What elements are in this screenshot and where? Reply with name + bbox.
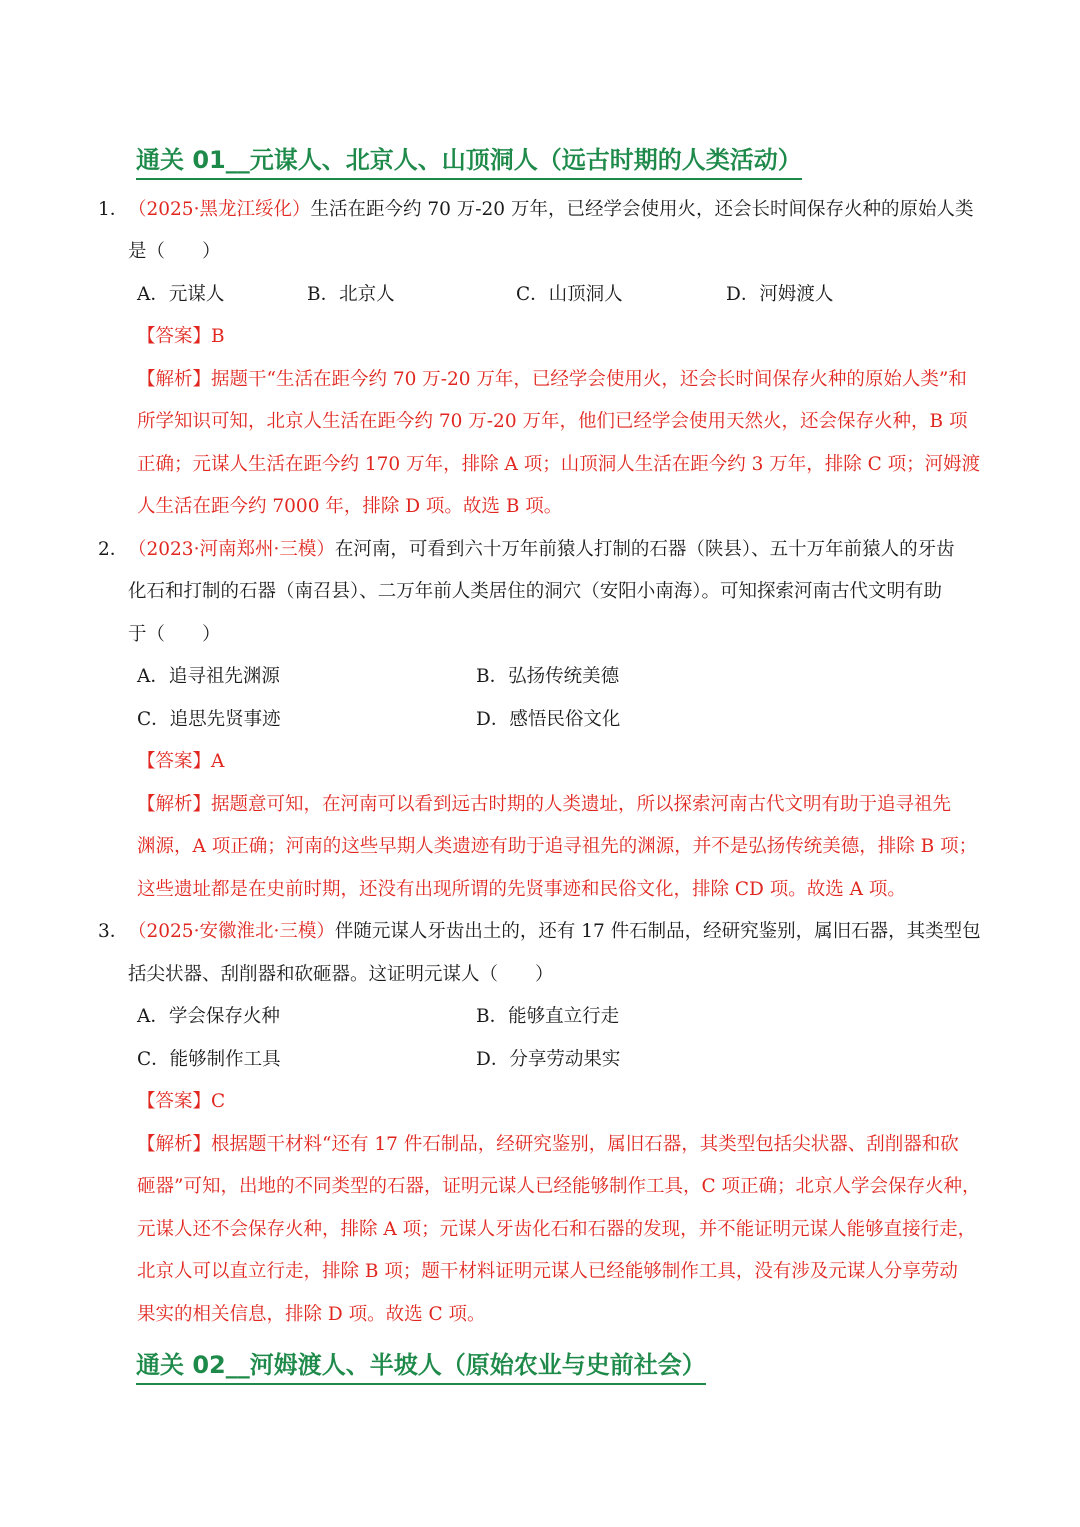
section-2-heading: 通关 02__河姆渡人、半坡人（原始农业与史前社会） xyxy=(136,1348,706,1385)
q2-analysis-line: 【解析】据题意可知，在河南可以看到远古时期的人类遗址，所以探索河南古代文明有助于追寻祖先 xyxy=(137,794,952,815)
q1-source: （2025·黑龙江绥化） xyxy=(128,199,311,220)
section-1-heading: 通关 01__元谋人、北京人、山顶洞人（远古时期的人类活动） xyxy=(136,143,802,180)
q2-number: 2． xyxy=(98,539,129,560)
q3-analysis-line: 元谋人还不会保存火种，排除 A 项；元谋人牙齿化石和石器的发现，并不能证明元谋人能够直接行走， xyxy=(137,1219,977,1240)
q3-answer: 【答案】C xyxy=(137,1091,226,1112)
q1-analysis-line: 正确；元谋人生活在距今约 170 万年，排除 A 项；山顶洞人生活在距今约 3 万年，排除 C 项；河姆渡 xyxy=(137,454,981,475)
q2-source: （2023·河南郑州·三模） xyxy=(128,539,335,560)
q2-stem-text: 在河南，可看到六十万年前猿人打制的石器（陕县）、五十万年前猿人的牙齿 xyxy=(334,539,955,560)
q3-stem-line-1 xyxy=(128,918,981,946)
q3-analysis-line: 北京人可以直立行走，排除 B 项；题干材料证明元谋人已经能够制作工具，没有涉及元谋人分享劳动 xyxy=(137,1261,958,1282)
q2-option-b[interactable]: B．弘扬传统美德 xyxy=(476,666,620,687)
q1-option-c[interactable]: C．山顶洞人 xyxy=(516,284,623,305)
q2-option-a[interactable]: A．追寻祖先渊源 xyxy=(137,666,280,687)
q1-stem-line-1 xyxy=(128,196,973,224)
q3-analysis-line: 【解析】根据题干材料“还有 17 件石制品，经研究鉴别，属旧石器，其类型包括尖状器、刮削器和砍 xyxy=(137,1134,959,1155)
q3-stem-text: 伴随元谋人牙齿出土的，还有 17 件石制品，经研究鉴别，属旧石器，其类型包 xyxy=(334,921,981,942)
q1-stem-line-2: 是（ ） xyxy=(128,241,221,262)
q3-analysis-line: 果实的相关信息，排除 D 项。故选 C 项。 xyxy=(137,1304,486,1325)
q2-stem-line-1 xyxy=(128,536,955,564)
q3-option-a[interactable]: A．学会保存火种 xyxy=(137,1006,280,1027)
q2-option-c[interactable]: C．追思先贤事迹 xyxy=(137,709,281,730)
q2-answer: 【答案】A xyxy=(137,751,225,772)
q2-analysis-line: 这些遗址都是在史前时期，还没有出现所谓的先贤事迹和民俗文化，排除 CD 项。故选 A 项。 xyxy=(137,879,906,900)
q3-option-c[interactable]: C．能够制作工具 xyxy=(137,1049,281,1070)
q1-option-d[interactable]: D．河姆渡人 xyxy=(726,284,834,305)
q1-answer: 【答案】B xyxy=(137,326,225,347)
q1-analysis-line: 所学知识可知，北京人生活在距今约 70 万-20 万年，他们已经学会使用天然火，还会保存火种，B 项 xyxy=(137,411,968,432)
q3-stem-line-2: 括尖状器、刮削器和砍砸器。这证明元谋人（ ） xyxy=(128,964,554,985)
q3-option-b[interactable]: B．能够直立行走 xyxy=(476,1006,620,1027)
q1-analysis-line: 人生活在距今约 7000 年，排除 D 项。故选 B 项。 xyxy=(137,496,563,517)
q2-option-d[interactable]: D．感悟民俗文化 xyxy=(476,709,621,730)
q3-analysis-line: 砸器”可知，出地的不同类型的石器，证明元谋人已经能够制作工具，C 项正确；北京人学会保存火种， xyxy=(137,1176,981,1197)
q2-analysis-line: 渊源，A 项正确；河南的这些早期人类遗迹有助于追寻祖先的渊源，并不是弘扬传统美德，排除 B 项； xyxy=(137,836,978,857)
q1-option-b[interactable]: B．北京人 xyxy=(307,284,395,305)
q3-option-d[interactable]: D．分享劳动果实 xyxy=(476,1049,621,1070)
q3-source: （2025·安徽淮北·三模） xyxy=(128,921,335,942)
q1-stem-text: 生活在距今约 70 万-20 万年，已经学会使用火，还会长时间保存火种的原始人类 xyxy=(310,199,974,220)
q1-option-a[interactable]: A．元谋人 xyxy=(137,284,225,305)
q1-analysis-line: 【解析】据题干“生活在距今约 70 万-20 万年，已经学会使用火，还会长时间保存火种的原始人类”和 xyxy=(137,369,967,390)
q1-number: 1． xyxy=(98,199,129,220)
q3-number: 3． xyxy=(98,921,129,942)
q2-stem-line-2: 化石和打制的石器（南召县）、二万年前人类居住的洞穴（安阳小南海）。可知探索河南古代文明有助 xyxy=(128,581,943,602)
q2-stem-line-3: 于（ ） xyxy=(128,624,221,645)
